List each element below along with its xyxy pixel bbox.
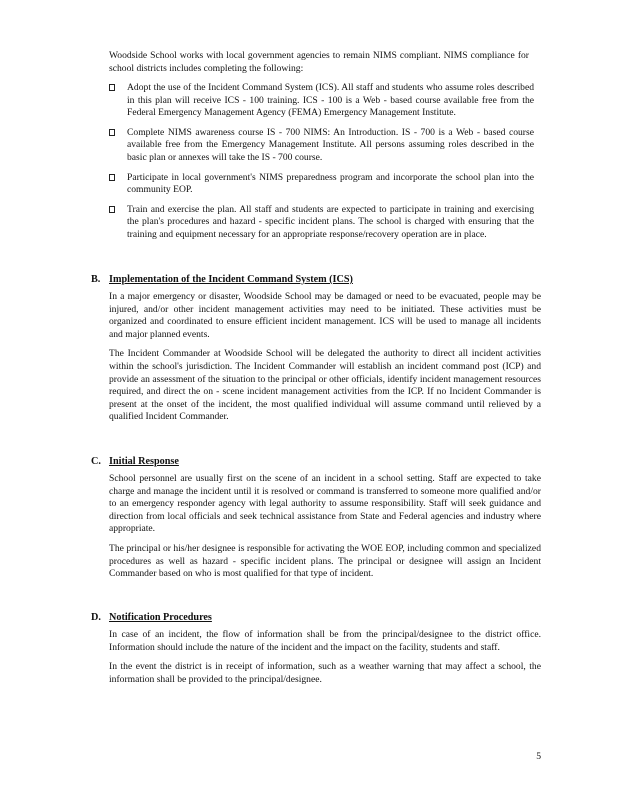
section-letter: D. [91, 612, 101, 623]
section-paragraph: School personnel are usually first on the scene of an incident in a school setting. Staff are expected to take charge and manage the incident until it is resolved or command is transferred to someone more qualified and/or to an emergency responder agency with legal authority to assume responsibility. Staff will seek guidance and direction from local officials and seek technical assistance from State and Federal agencies and industry where appropriate. [109, 473, 541, 535]
checkbox-bullet-icon [109, 84, 115, 91]
checkbox-bullet-icon [109, 206, 115, 213]
section-title: Notification Procedures [109, 612, 212, 623]
intro-paragraph: Woodside School works with local government agencies to remain NIMS compliant. NIMS compliance for school districts includes completing the following: [109, 50, 529, 74]
section-b [91, 273, 541, 431]
section-paragraph: In the event the district is in receipt of information, such as a weather warning that may affect a school, the information shall be provided to the principal/designee. [109, 661, 541, 685]
checkbox-bullet-icon [109, 129, 115, 136]
section-title: Initial Response [109, 456, 179, 467]
section-paragraph: In a major emergency or disaster, Woodside School may be damaged or need to be evacuated, people may be injured, and/or other incident management activities may need to be initiated. These activities must be organized and coordinated to ensure efficient incident management. ICS will be used to manage all incidents and major planned events. [109, 291, 541, 340]
nims-requirements-list [109, 82, 534, 249]
section-letter: C. [91, 456, 101, 467]
list-item-text: Adopt the use of the Incident Command System (ICS). All staff and students who assume roles described in this plan will receive ICS - 100 training. ICS - 100 is a Web - based course available free from the Federal Emergency Management Agency (FEMA) Emergency Management Institute. [127, 82, 534, 119]
section-c [91, 455, 541, 588]
list-item-text: Participate in local government's NIMS preparedness program and incorporate the school plan into the community EOP. [127, 171, 534, 196]
section-body [109, 629, 541, 686]
intro-block [109, 50, 529, 75]
list-item [109, 204, 534, 242]
section-paragraph: The principal or his/her designee is responsible for activating the WOE EOP, including common and specialized procedures as well as hazard - specific incident plans. The principal or designee will assign an Incident Commander based on who is most qualified for that type of incident. [109, 542, 541, 580]
section-d [91, 611, 541, 693]
section-letter: B. [91, 274, 101, 285]
section-heading [91, 611, 541, 624]
section-title: Implementation of the Incident Command System (ICS) [109, 274, 353, 285]
list-item [109, 172, 534, 197]
section-paragraph: The Incident Commander at Woodside School will be delegated the authority to direct all incident activities within the school's jurisdiction. The Incident Commander will establish an incident command post (ICP) and provide an assessment of the situation to the principal or other officials, identify incident management resources required, and direct the on - scene incident management activities from the ICP. If no Incident Commander is present at the onset of the incident, the most qualified individual will assume command until relieved by a qualified Incident Commander. [109, 348, 541, 423]
section-heading [91, 273, 541, 286]
section-heading [91, 455, 541, 468]
list-item [109, 82, 534, 120]
section-paragraph: In case of an incident, the flow of information shall be from the principal/designee to the district office. Information should include the nature of the incident and the impact on the facility, students and staff. [109, 629, 541, 653]
list-item [109, 127, 534, 165]
list-item-text: Train and exercise the plan. All staff and students are expected to participate in training and exercising the plan's procedures and hazard - specific incident plans. The school is charged with ensuring that the training and equipment necessary for an appropriate response/recovery operation are in place. [127, 203, 534, 240]
checkbox-bullet-icon [109, 174, 115, 181]
list-item-text: Complete NIMS awareness course IS - 700 NIMS: An Introduction. IS - 700 is a Web - based course available free from the Emergency Management Institute. All persons assuming roles described in the basic plan or annexes will take the IS - 700 course. [127, 126, 534, 163]
section-body [109, 473, 541, 581]
page-number: 5 [536, 751, 541, 762]
section-body [109, 291, 541, 424]
